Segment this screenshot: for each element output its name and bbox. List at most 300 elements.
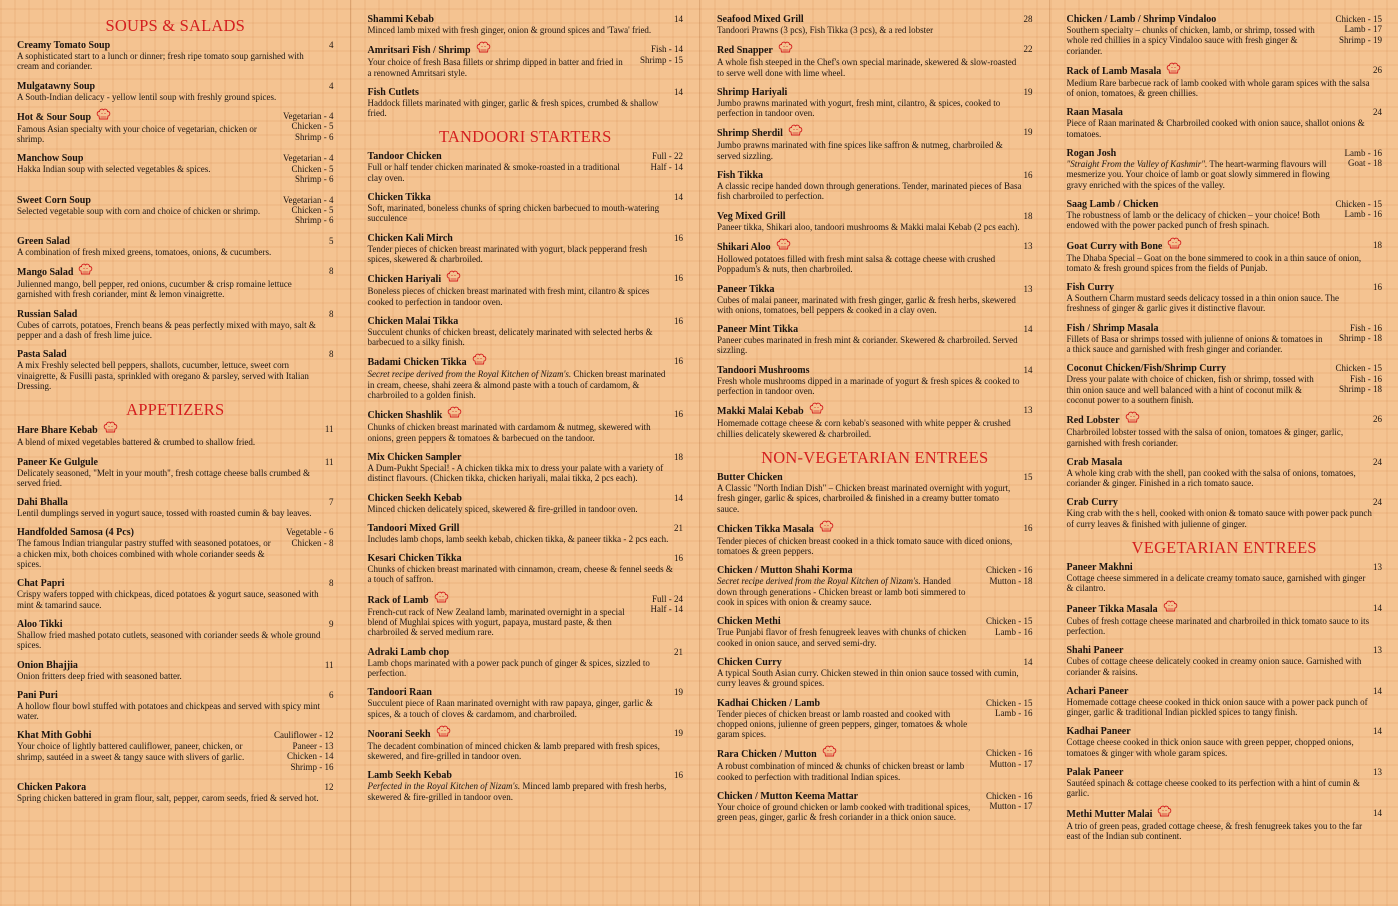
menu-item-description [1067, 508, 1383, 529]
menu-item [1067, 14, 1383, 56]
menu-item [1067, 603, 1383, 637]
menu-item-name-text: Chicken / Lamb / Shrimp Vindaloo [1066, 14, 1217, 25]
menu-item-name-text: Seafood Mixed Grill [717, 14, 804, 25]
menu-item-name-text: Lamb Seekh Kebab [367, 770, 452, 782]
menu-item-description-text: Boneless pieces of chicken breast marinated with fresh mint, cilantro & spices cooked to perfection in tandoor oven. [367, 286, 650, 307]
menu-item-prices [1024, 211, 1033, 221]
menu-item-name-text: Shammi Kebab [367, 14, 434, 25]
menu-item-description [368, 422, 684, 443]
menu-item-description-text: True Punjabi flavor of fresh fenugreek leaves with chunks of chicken cooked in onion sauce, and served semi-dry. [717, 627, 967, 648]
menu-item-prices [1024, 127, 1033, 137]
menu-item-name-text: Achari Paneer [1066, 685, 1129, 697]
menu-item-description-text: Chicken breast marinated in cream, cheese, shahi zeera & almond paste with a touch of cardamom, & charbroiled to a golden finish. [367, 369, 666, 401]
chef-hat-icon [809, 402, 824, 415]
menu-item-name [368, 316, 459, 327]
menu-item-name [717, 748, 837, 761]
menu-item-header [17, 497, 334, 508]
menu-item-name-text: Chicken Seekh Kebab [367, 492, 462, 504]
menu-item [368, 728, 684, 762]
menu-item-name [1067, 562, 1133, 573]
menu-item-description [368, 25, 684, 35]
menu-item-name [717, 170, 763, 181]
menu-item-description-text: A whole fish steeped in the Chef's own special marinade, skewered & slow-roasted to serve well done with lime wheel. [717, 57, 1017, 78]
menu-item-price: 19 [1023, 86, 1033, 97]
menu-item-name-text: Mix Chicken Sampler [367, 451, 462, 463]
menu-item-name [717, 791, 858, 802]
menu-item-price: 16 [674, 273, 683, 284]
menu-item-price: 8 [329, 266, 334, 277]
menu-item-price: 19 [1023, 127, 1033, 138]
menu-item-name [17, 236, 70, 247]
menu-item-header [368, 316, 684, 327]
menu-item-name [17, 660, 78, 671]
menu-item-description [717, 98, 1033, 119]
menu-item [1067, 562, 1383, 594]
menu-item-price: 8 [329, 349, 334, 360]
menu-item-price: 7 [329, 497, 334, 508]
section-heading: APPETIZERS [126, 400, 225, 420]
menu-item-name-text: Manchow Soup [17, 153, 84, 165]
menu-item-price: 22 [1023, 44, 1033, 55]
menu-item [717, 87, 1033, 119]
menu-item-name-text: Fish Curry [1066, 282, 1114, 294]
menu-item [368, 356, 684, 400]
menu-item-header [717, 472, 1033, 483]
menu-item-price: Shrimp - 6 [294, 215, 334, 226]
menu-item-description-text: Fillets of Basa or shrimps tossed with julienne of onions & tomatoes in a thick sauce and garnished with fresh ginger and coriander. [1066, 333, 1323, 355]
menu-item-price: Chicken - 5 [291, 205, 334, 216]
menu-item-description [1067, 821, 1383, 842]
menu-item [717, 748, 1033, 782]
menu-item-description-text: Famous Asian specialty with your choice of vegetarian, chicken or shrimp. [17, 123, 257, 145]
menu-item [17, 266, 334, 300]
menu-item-description-text: The robustness of lamb or the delicacy of chicken – your choice! Both endowed with the power packed punch of fresh spinach. [1066, 209, 1320, 231]
menu-item-description [1067, 697, 1383, 718]
menu-item-price: 4 [329, 80, 334, 91]
menu-item-header [368, 687, 684, 698]
menu-item-name-text: Hare Bhare Kebab [17, 425, 98, 437]
menu-item-header [1067, 107, 1383, 118]
menu-item-prices [651, 151, 684, 172]
menu-item-name-text: Paneer Makhni [1066, 562, 1133, 574]
menu-item-header [17, 578, 334, 589]
menu-item-name-text: Chicken Kali Mirch [367, 232, 453, 244]
menu-item-name [368, 728, 451, 741]
chef-hat-icon [103, 421, 118, 434]
menu-item-prices [1024, 284, 1033, 294]
menu-item-price: 14 [674, 86, 683, 97]
menu-item-name [1067, 645, 1124, 656]
chef-hat-icon [788, 124, 803, 137]
menu-item-name [368, 44, 491, 57]
menu-item-price: 5 [329, 235, 334, 246]
menu-item-header [717, 405, 1033, 418]
menu-item [17, 81, 334, 102]
menu-item-header [368, 493, 684, 504]
menu-item-prices [986, 616, 1033, 637]
menu-item-description [1067, 253, 1383, 274]
menu-item-price: 14 [1023, 324, 1033, 335]
menu-item-header [1067, 562, 1383, 573]
menu-item-price: Vegetable - 6 [286, 527, 334, 538]
menu-item-price: Full - 24 [651, 593, 683, 604]
menu-item [17, 730, 334, 773]
menu-item-name [717, 87, 787, 98]
menu-item-name [17, 619, 63, 630]
menu-item-name-text: Kadhai Chicken / Lamb [717, 697, 821, 709]
menu-item-price: Half - 14 [650, 604, 683, 615]
menu-item-price: Vegetarian - 4 [283, 194, 334, 205]
menu-item-header [368, 273, 684, 286]
menu-item-prices [674, 452, 683, 462]
menu-item-prices [674, 87, 683, 97]
menu-item-header [17, 349, 334, 360]
menu-item-name [717, 324, 798, 335]
menu-item-price: 16 [674, 553, 683, 564]
menu-item [1067, 323, 1383, 355]
menu-item-price: Lamb - 16 [995, 626, 1033, 637]
menu-item-name [1067, 65, 1182, 78]
menu-item-name-text: Rogan Josh [1066, 148, 1117, 160]
menu-item-description [17, 701, 334, 722]
menu-item-name-text: Makki Malai Kebab [717, 406, 804, 418]
menu-item-description-text: Paneer cubes marinated in fresh mint & coriander. Skewered & charbroiled. Served sizzling. [717, 335, 1018, 356]
menu-item-name [17, 730, 91, 741]
menu-item-name-text: Chicken / Mutton Keema Mattar [717, 790, 859, 802]
chef-hat-icon [447, 406, 462, 419]
menu-item-name-text: Mulgatawny Soup [17, 80, 96, 92]
menu-item-name-text: Fish Tikka [717, 170, 764, 182]
menu-item-prices [1345, 148, 1383, 169]
menu-item-prices [329, 578, 334, 588]
menu-item-prices [329, 40, 334, 50]
menu-item-description-text: Dress your palate with choice of chicken, fish or shrimp, tossed with thin onion sauce and well balanced with a hint of coconut milk & coconut power to a southern finish. [1066, 374, 1314, 405]
menu-item-price: 14 [674, 492, 683, 503]
menu-item-header [717, 365, 1033, 376]
menu-item-prices [674, 316, 683, 326]
menu-item [717, 365, 1033, 397]
menu-item-price: 26 [1373, 64, 1382, 75]
menu-item-header [1067, 808, 1383, 821]
menu-item-name-text: Tandoori Raan [367, 687, 432, 699]
chef-hat-icon [446, 270, 461, 283]
menu-item-name-text: Mango Salad [17, 267, 74, 279]
menu-item-name-text: Green Salad [17, 235, 70, 247]
menu-item-price: Chicken - 15 [1335, 14, 1382, 24]
menu-item-header [17, 309, 334, 320]
menu-item-name [368, 594, 449, 607]
menu-item-description-text: A trio of green peas, graded cottage cheese, & fresh fenugreek takes you to the far east of the Indian sub continent. [1066, 820, 1363, 841]
menu-item-header [17, 40, 334, 51]
menu-item-name [1067, 603, 1178, 616]
menu-item [17, 195, 334, 227]
menu-item-description [717, 536, 1033, 557]
menu-item-description-text: Cubes of cottage cheese delicately cooked in creamy onion sauce. Garnished with coriander & raisins. [1066, 656, 1362, 677]
menu-item-name-text: Red Lobster [1066, 415, 1120, 427]
menu-item-name [1067, 808, 1173, 821]
menu-item-prices [329, 236, 334, 246]
menu-item [717, 791, 1033, 823]
menu-item-header [1067, 457, 1383, 468]
menu-item-name [1067, 726, 1131, 737]
menu-item-header [17, 782, 334, 793]
menu-item-description [717, 181, 1033, 202]
menu-item-description [368, 741, 684, 762]
menu-item-description-text: Includes lamb chops, lamb seekh kebab, chicken tikka, & paneer tikka - 2 pcs each. [367, 533, 669, 544]
menu-item-description [717, 335, 1033, 356]
menu-item-price: Shrimp - 15 [639, 54, 683, 65]
menu-item-description [1067, 737, 1383, 758]
menu-item [1067, 148, 1383, 190]
menu-item-price: Fish - 14 [650, 44, 683, 55]
menu-item-header [368, 553, 684, 564]
menu-item-name-text: Shikari Aloo [717, 241, 771, 253]
menu-item-prices [1024, 241, 1033, 251]
menu-item-prices [329, 690, 334, 700]
menu-item-name [17, 40, 110, 51]
menu-item-header [368, 770, 684, 781]
menu-item-tagline: "Straight From the Valley of Kashmir". [1066, 159, 1208, 170]
menu-item-description-text: Lamb chops marinated with a power pack punch of ginger & spices, sizzled to perfection. [367, 657, 650, 678]
menu-item-price: Vegetarian - 4 [283, 110, 334, 121]
menu-item-header [368, 14, 684, 25]
menu-item-name [17, 690, 58, 701]
menu-item-description [1067, 78, 1383, 99]
menu-item-description [1067, 159, 1383, 190]
menu-item-price: 18 [1023, 210, 1033, 221]
menu-item-name-text: Palak Paneer [1066, 766, 1124, 778]
section-heading: VEGETARIAN ENTREES [1131, 538, 1317, 558]
menu-item-name-text: Shahi Paneer [1066, 645, 1124, 657]
menu-item-description-text: A typical South Asian curry. Chicken stewed in thin onion sauce tossed with cumin, curry leaves & ground spices. [717, 667, 1019, 689]
chef-hat-icon [1163, 600, 1178, 613]
menu-item-header [1067, 645, 1383, 656]
menu-item-prices [1373, 726, 1382, 736]
menu-item-prices [283, 153, 333, 184]
menu-item-description [368, 244, 684, 265]
menu-item-description [717, 418, 1033, 439]
menu-item-price: 16 [1023, 522, 1033, 533]
menu-item-name-text: Sweet Corn Soup [17, 194, 91, 206]
menu-item-name [17, 424, 118, 437]
menu-item-price: 12 [324, 781, 334, 792]
menu-item-header [368, 233, 684, 244]
menu-item-description-text: A mix Freshly selected bell peppers, shallots, cucumber, lettuce, sweet corn vinaigrette, & Fusilli pasta, sprinkled with oregano & parsley, served with Italian Dressing. [17, 360, 309, 391]
menu-item-header [17, 236, 334, 247]
menu-column-1 [0, 0, 350, 906]
menu-item-name [17, 578, 65, 589]
menu-item-name [368, 770, 452, 781]
menu-item-description [368, 286, 684, 307]
menu-item [1067, 645, 1383, 677]
menu-item [717, 211, 1033, 232]
menu-item-price: 14 [1373, 602, 1382, 613]
menu-item-prices [1024, 44, 1033, 54]
menu-item-description [1067, 334, 1383, 355]
menu-item-name-text: Chicken Malai Tikka [367, 315, 459, 327]
menu-item-prices [674, 192, 683, 202]
menu-item-name [717, 241, 791, 254]
menu-item-prices [283, 111, 333, 142]
menu-item-price: 16 [674, 356, 683, 367]
menu-item-name-text: Chicken Shashlik [367, 410, 443, 422]
menu-item-price: Chicken - 15 [986, 697, 1033, 708]
menu-item-price: Chicken - 14 [287, 751, 334, 762]
menu-item-name [368, 151, 442, 162]
menu-item-price: Chicken - 15 [1335, 198, 1382, 209]
menu-item [17, 309, 334, 341]
menu-item-name [717, 284, 775, 295]
menu-item-tagline: Perfected in the Royal Kitchen of Nizam's. [367, 781, 521, 792]
menu-item-description [368, 98, 684, 119]
menu-item-name-text: Aloo Tikki [17, 618, 63, 630]
menu-item-name [1067, 686, 1129, 697]
menu-item-header [368, 452, 684, 463]
menu-item-prices [329, 266, 334, 276]
menu-item-description [1067, 468, 1383, 489]
menu-item-price: 14 [1373, 685, 1382, 696]
menu-item-price: Shrimp - 6 [294, 131, 334, 142]
menu-item-description-text: Julienned mango, bell pepper, red onions, cucumber & crisp romaine lettuce garnished with fresh coriander, mint & lemon vinaigrette. [17, 279, 292, 300]
menu-item-name [717, 523, 834, 536]
menu-item [717, 523, 1033, 557]
menu-item-description [717, 140, 1033, 161]
menu-item-description [1067, 293, 1383, 314]
menu-item-name [17, 111, 111, 124]
menu-item-description-text: A robust combination of minced & chunks of chicken breast or lamb cooked to perfection with traditional Indian spices. [717, 761, 965, 782]
chef-hat-icon [819, 520, 834, 533]
menu-item-description-text: Crispy wafers topped with chickpeas, diced potatoes & yogurt sauce, seasoned with mint & tamarind sauce. [17, 589, 319, 610]
menu-item-header [368, 356, 684, 369]
section-heading: TANDOORI STARTERS [438, 127, 612, 147]
menu-item-prices [674, 409, 683, 419]
menu-item [1067, 282, 1383, 314]
chef-hat-icon [472, 353, 487, 366]
menu-item [368, 594, 684, 638]
menu-item-price: 16 [1023, 170, 1033, 181]
menu-item-description-text: A whole king crab with the shell, pan cooked with the salsa of onions, tomatoes, coriander & ginger. Finished in a rich tomato sauce. [1066, 467, 1356, 489]
menu-item [1067, 107, 1383, 139]
menu-item-name [717, 365, 810, 376]
menu-item-prices [986, 698, 1033, 719]
menu-item-description [17, 92, 334, 102]
menu-item [17, 111, 334, 145]
menu-item-prices [674, 647, 683, 657]
menu-item-price: Chicken - 16 [986, 748, 1033, 759]
menu-item-prices [674, 523, 683, 533]
menu-item-prices [674, 493, 683, 503]
menu-item-name [368, 14, 434, 25]
menu-item [368, 316, 684, 348]
menu-item-prices [286, 527, 333, 548]
menu-item-prices [674, 728, 683, 738]
menu-item-header [1067, 497, 1383, 508]
menu-item-name [368, 233, 453, 244]
menu-item-price: Lamb - 16 [995, 707, 1033, 718]
menu-item-description [17, 51, 334, 72]
menu-item-description-text: King crab with the s hell, cooked with onion & tomato sauce with power pack punch of curry leaves & finished with julienne of ginger. [1066, 508, 1372, 529]
menu-item [1067, 414, 1383, 448]
menu-item-name [717, 565, 853, 576]
menu-item-description-text: Tender pieces of chicken breast or lamb roasted and cooked with chopped onions, julienne of green peppers, ginger, tomatoes & whole garam spices. [717, 708, 968, 740]
menu-item-header [717, 324, 1033, 335]
menu-item-prices [674, 273, 683, 283]
menu-item-name [17, 153, 83, 164]
menu-item [368, 553, 684, 585]
menu-item-description-text: Jumbo prawns marinated with fine spices like saffron & nutmeg, charbroiled & served sizzling. [717, 140, 1003, 161]
menu-item-description [1067, 616, 1383, 637]
menu-item-name [1067, 199, 1159, 210]
menu-item-description-text: A blend of mixed vegetables battered & crumbed to shallow fried. [17, 437, 256, 448]
menu-item-header [717, 170, 1033, 181]
menu-item-prices [1373, 107, 1382, 117]
menu-item-name [368, 87, 419, 98]
menu-item-name-text: Khat Mith Gobhi [17, 730, 92, 742]
menu-item-price: Lamb - 17 [1344, 24, 1382, 35]
menu-item-prices [674, 770, 683, 780]
menu-item-header [1067, 323, 1383, 334]
menu-item [368, 523, 684, 544]
menu-item-name-text: Tandoori Mushrooms [717, 364, 810, 376]
menu-item-description-text: Onion fritters deep fried with seasoned batter. [17, 670, 182, 681]
menu-item-description-text: Handed down through generations - Chicken breast or lamb boti simmered to cook in spices with onion & creamy sauce. [717, 576, 966, 608]
menu-item-price: Chicken - 5 [291, 163, 334, 174]
menu-item-description [368, 504, 684, 514]
menu-item-description [368, 607, 684, 638]
menu-item-prices [329, 81, 334, 91]
menu-item-header [717, 14, 1033, 25]
menu-item-name [17, 195, 91, 206]
menu-item-prices [1373, 645, 1382, 655]
menu-item-price: 18 [674, 451, 683, 462]
menu-item-description-text: A Dum-Pukht Special! - A chicken tikka mix to dress your palate with a variety of distinct flavours. (Chicken tikka, chicken hariyali, malai tikka, 2 pcs each). [367, 462, 664, 484]
menu-item-description [1067, 118, 1383, 139]
menu-item-name [368, 687, 432, 698]
menu-item [17, 153, 334, 185]
menu-item-name [368, 452, 462, 463]
chef-hat-icon [96, 108, 111, 121]
menu-item-prices [1373, 603, 1382, 613]
menu-item-name [1067, 414, 1140, 427]
menu-item-header [368, 728, 684, 741]
menu-item-description [368, 203, 684, 224]
menu-item-name-text: Tandoor Chicken [367, 151, 442, 163]
menu-item-name-text: Crab Curry [1066, 497, 1118, 509]
menu-item-prices [329, 309, 334, 319]
menu-item-name [717, 657, 782, 668]
menu-item-description [17, 279, 334, 300]
menu-item-description-text: Homemade cottage cheese cooked in thick onion sauce with a power pack punch of ginger, garlic & traditional Indian pickled spices to tangy finish. [1066, 696, 1368, 718]
menu-item-name [17, 527, 134, 538]
menu-item-name-text: Chicken Tikka Masala [717, 523, 814, 535]
menu-item-name-text: Chicken Tikka [367, 192, 431, 204]
menu-item-prices [1024, 324, 1033, 334]
menu-item-price: 8 [329, 308, 334, 319]
menu-item-description [17, 360, 334, 391]
menu-item [17, 527, 334, 569]
menu-item-description-text: A Southern Charm mustard seeds delicacy tossed in a thin onion sauce. The freshness of ginger & garlic gives it distinctive flavour. [1066, 293, 1340, 314]
menu-item-description [717, 295, 1033, 316]
menu-item-name-text: Rack of Lamb Masala [1066, 65, 1162, 77]
menu-item-header [1067, 686, 1383, 697]
menu-item-description-text: Spring chicken battered in gram flour, salt, pepper, carom seeds, fried & served hot. [17, 792, 319, 803]
menu-item-price: 15 [1023, 471, 1033, 482]
menu-item-name-text: Fish / Shrimp Masala [1066, 322, 1159, 334]
menu-item [368, 493, 684, 514]
menu-item-price: Cauliflower - 12 [274, 730, 334, 741]
menu-item-name [17, 266, 93, 279]
menu-item-description-text: Homemade cottage cheese & corn kebab's seasoned with white pepper & crushed chillies delicately skewered & charbroiled. [717, 418, 1011, 439]
